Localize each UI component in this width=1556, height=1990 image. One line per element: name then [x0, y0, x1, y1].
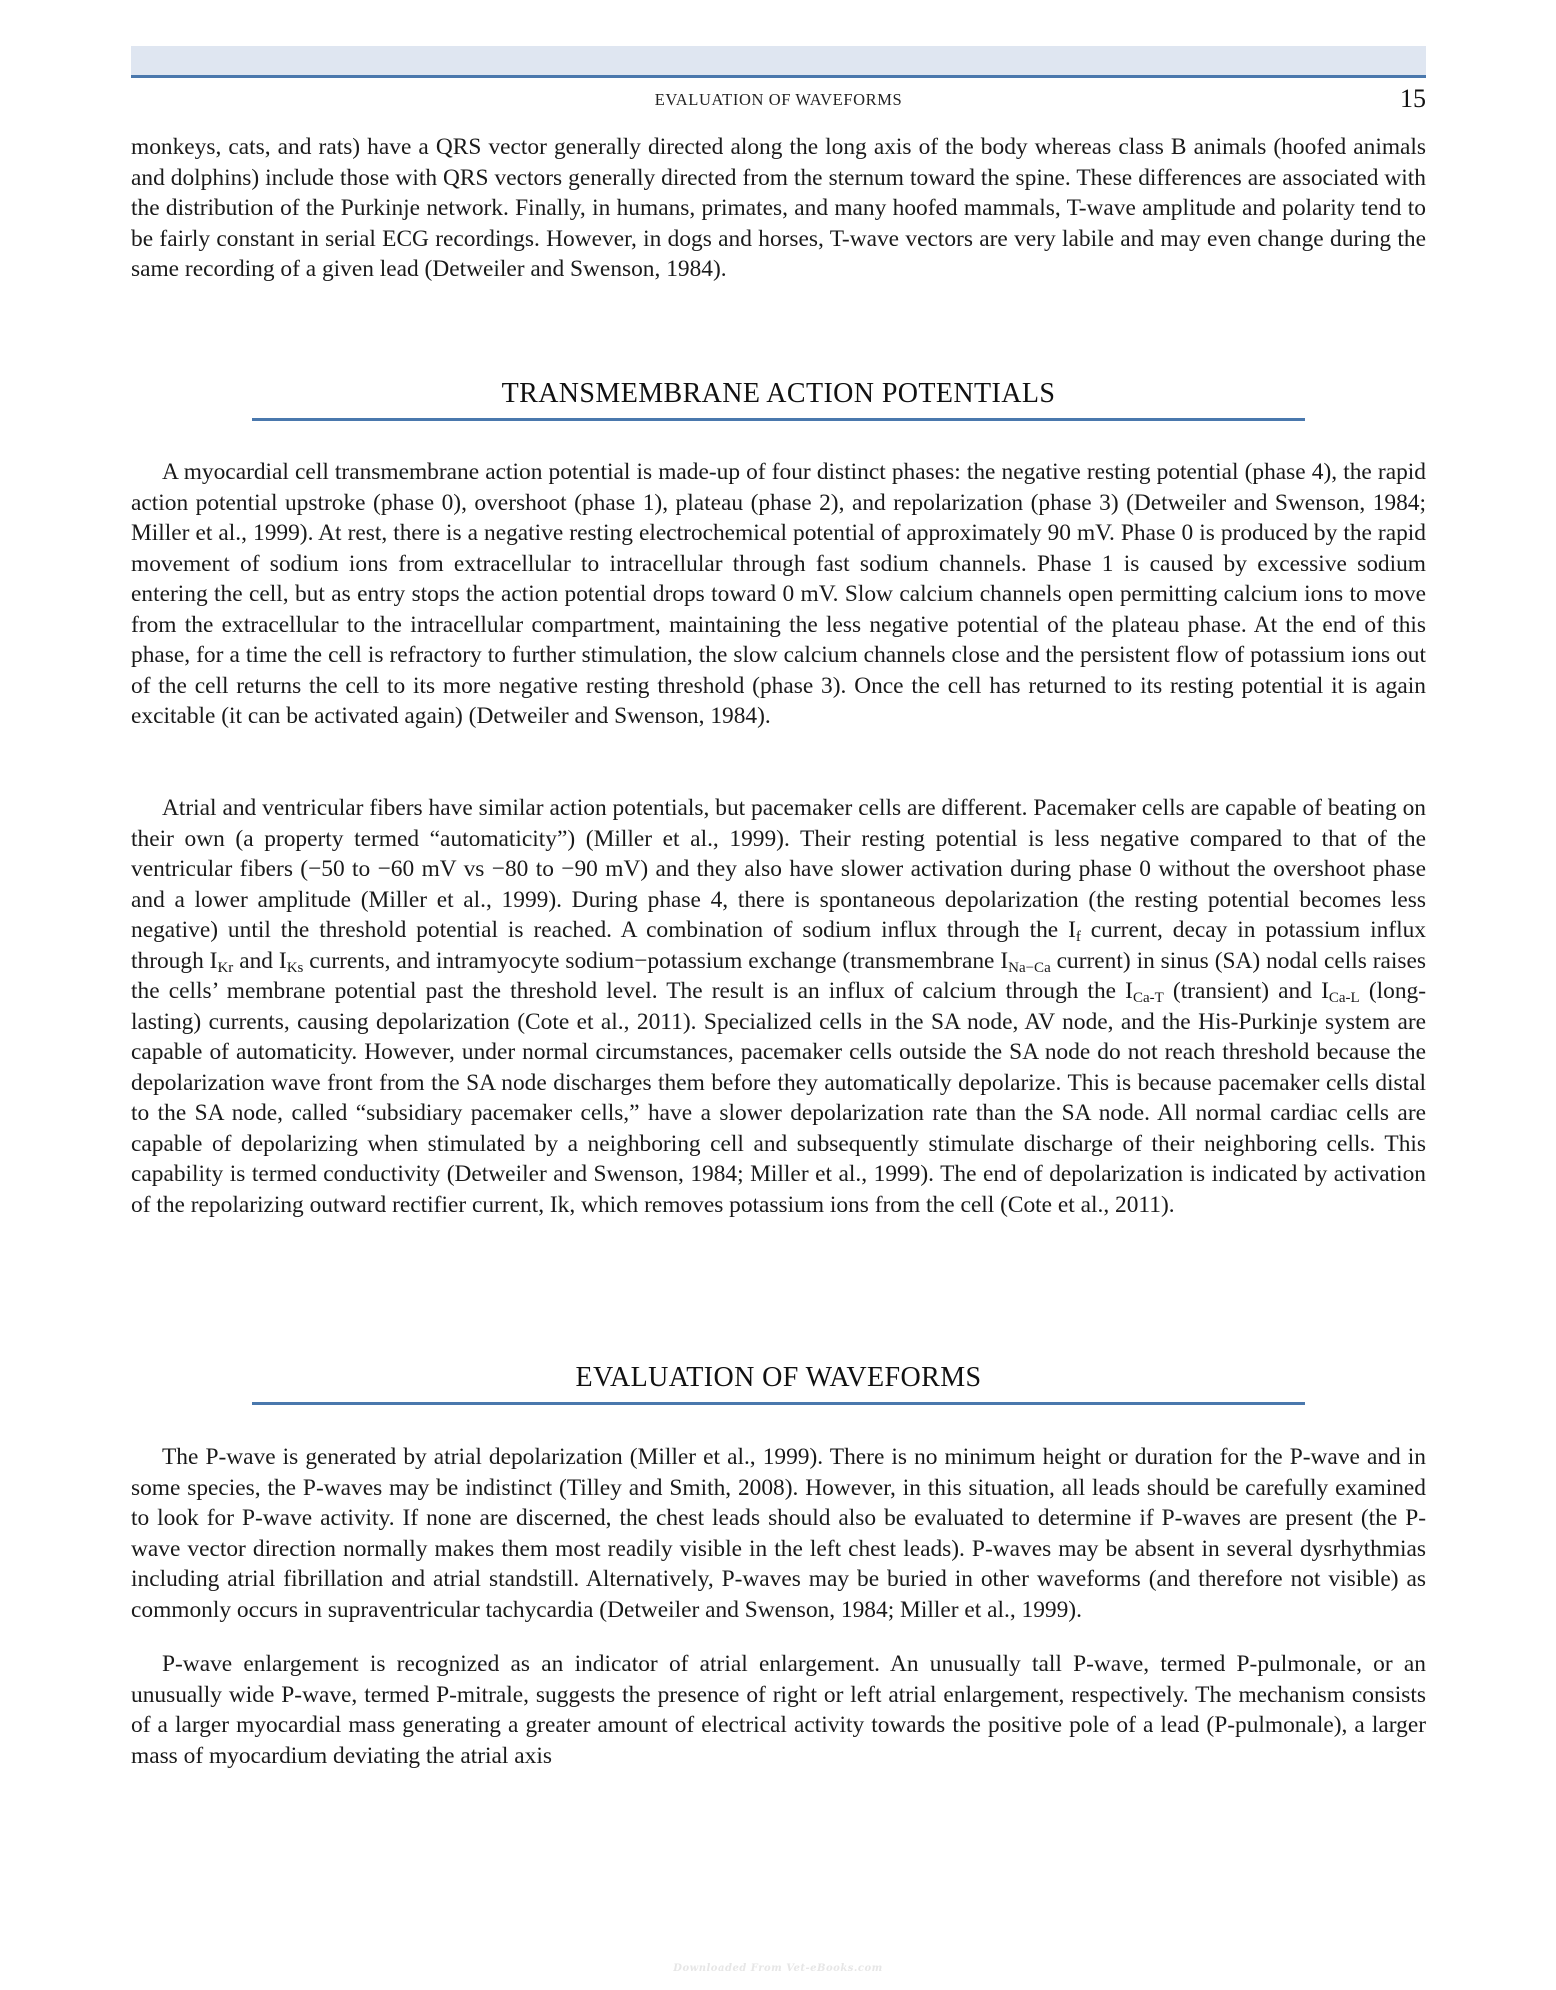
body-paragraph: The P-wave is generated by atrial depolarization (Miller et al., 1999). There is no minimum height or duration for the P-wave and in some species, the P-waves may be indistinct (Tilley and Smith, 2008). However, in this situation, all leads should be carefully examined to look for P-wave activity. If none are discerned, the chest leads should also be evaluated to determine if P-waves are present (the P-wave vector direction normally makes them most readily visible in the left chest leads). P-waves may be absent in several dysrhythmias including atrial fibrillation and atrial standstill. Alternatively, P-waves may be buried in other waveforms (and therefore not visible) as commonly occurs in supraventricular tachycardia (Detweiler and Swenson, 1984; Miller et al., 1999).: [131, 1444, 1426, 1623]
body-paragraph: A myocardial cell transmembrane action potential is made-up of four distinct phases: the negative resting potential (phase 4), the rapid action potential upstroke (phase 0), overshoot (phase 1), plateau (phase 2), and repolarization (phase 3) (Detweiler and Swenson, 1984; Miller et al., 1999). At rest, there is a negative resting electrochemical potential of approximately 90 mV. Phase 0 is produced by the rapid movement of sodium ions from extracellular to intracellular through fast sodium channels. Phase 1 is caused by excessive sodium entering the cell, but as entry stops the action potential drops toward 0 mV. Slow calcium channels open permitting calcium ions to move from the extracellular to the intracellular compartment, maintaining the less negative potential of the plateau phase. At the end of this phase, for a time the cell is refractory to further stimulation, the slow calcium channels close and the persistent flow of potassium ions out of the cell returns the cell to its more negative resting threshold (phase 3). Once the cell has returned to its resting potential it is again excitable (it can be activated again) (Detweiler and Swenson, 1984).: [131, 459, 1426, 729]
intro-paragraph: monkeys, cats, and rats) have a QRS vector generally directed along the long axis of the body whereas class B animals (hoofed animals and dolphins) include those with QRS vectors generally directed from the sternum toward the spine. These differences are associated with the distribution of the Purkinje network. Finally, in humans, primates, and many hoofed mammals, T-wave amplitude and polarity tend to be fairly constant in serial ECG recordings. However, in dogs and horses, T-wave vectors are very labile and may even change during the same recording of a given lead (Detweiler and Swenson, 1984).: [131, 134, 1426, 282]
download-watermark: Downloaded From Vet-eBooks.com: [673, 1963, 883, 1974]
section-heading-evaluation: EVALUATION OF WAVEFORMS: [575, 1362, 982, 1393]
body-paragraph: P-wave enlargement is recognized as an indicator of atrial enlargement. An unusually tall P-wave, termed P-pulmonale, or an unusually wide P-wave, termed P-mitrale, suggests the presence of right or left atrial enlargement, respectively. The mechanism consists of a larger myocardial mass generating a greater amount of electrical activity towards the positive pole of a lead (P-pulmonale), a larger mass of myocardium deviating the atrial axis: [131, 1651, 1426, 1769]
header-band: [131, 46, 1426, 78]
page-number: 15: [1400, 84, 1426, 113]
section-rule: [252, 418, 1305, 421]
body-paragraph: Atrial and ventricular fibers have similar action potentials, but pacemaker cells are different. Pacemaker cells are capable of beating on their own (a property termed “automaticity”) (Miller et al., 1999). Their resting potential is less negative compared to that of the ventricular fibers (−50 to −60 mV vs −80 to −90 mV) and they also have slower activation during phase 0 without the overshoot phase and a lower amplitude (Miller et al., 1999). During phase 4, there is spontaneous depolarization (the resting potential becomes less negative) until the threshold potential is reached. A combination of sodium influx through the $I_f$ current, decay in potassium influx through $I_{Kr}$ and $I_{Ks}$ currents, and intramyocyte sodium−potassium exchange (transmembrane $I_{Na-Ca}$ current) in sinus (SA) nodal cells raises the cells’ membrane potential past the threshold level. The result is an influx of calcium through the $I_{Ca-T}$ (transient) and $I_{Ca-L}$ (long-lasting) currents, causing depolarization (Cote et al., 2011). Specialized cells in the SA node, AV node, and the His-Purkinje system are capable of automaticity. However, under normal circumstances, pacemaker cells outside the SA node do not reach threshold because the depolarization wave front from the SA node discharges them before they automatically depolarize. This is because pacemaker cells distal to the SA node, called “subsidiary pacemaker cells,” have a slower depolarization rate than the SA node. All normal cardiac cells are capable of depolarizing when stimulated by a neighboring cell and subsequently stimulate discharge of their neighboring cells. This capability is termed conductivity (Detweiler and Swenson, 1984; Miller et al., 1999). The end of depolarization is indicated by activation of the repolarizing outward rectifier current, Ik, which removes potassium ions from the cell (Cote et al., 2011).: [131, 795, 1426, 1218]
running-title: EVALUATION OF WAVEFORMS: [654, 90, 903, 109]
running-header: [131, 84, 1426, 114]
section-heading-transmembrane: TRANSMEMBRANE ACTION POTENTIALS: [501, 378, 1056, 409]
section-rule: [252, 1402, 1305, 1405]
